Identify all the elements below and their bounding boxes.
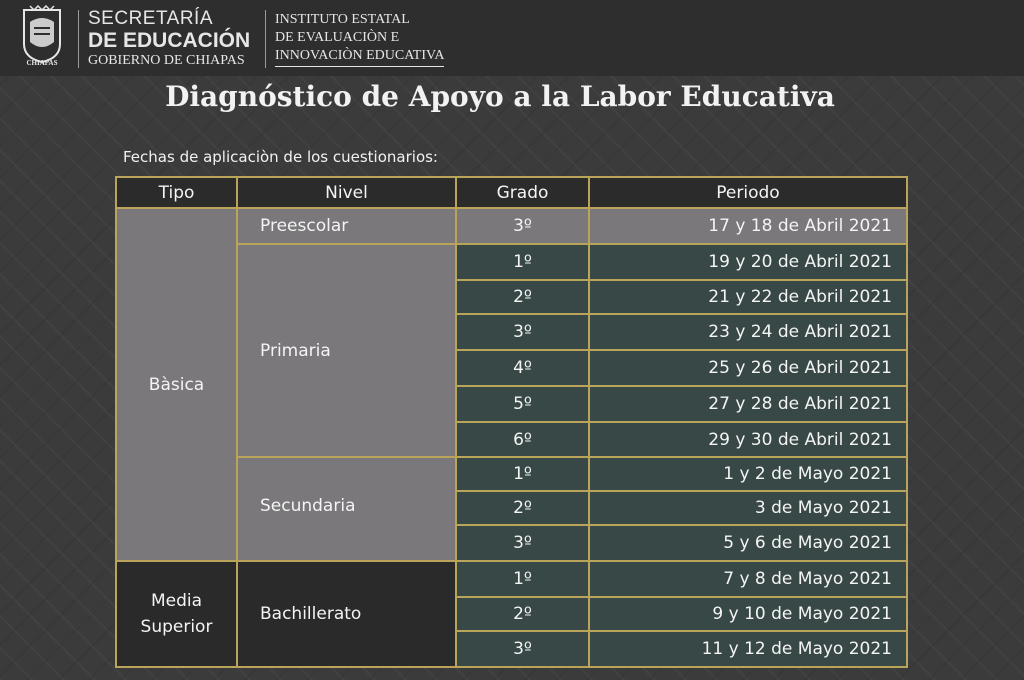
periodo-cell: 5 y 6 de Mayo 2021 bbox=[588, 524, 908, 562]
tipo-media-line1: Media bbox=[150, 591, 203, 611]
header-bar bbox=[0, 0, 1024, 76]
org1-line3: GOBIERNO DE CHIAPAS bbox=[88, 53, 245, 68]
periodo-cell: 7 y 8 de Mayo 2021 bbox=[588, 560, 908, 598]
page-subtitle: Fechas de aplicaciòn de los cuestionarios: bbox=[123, 148, 438, 166]
periodo-cell: 17 y 18 de Abril 2021 bbox=[588, 207, 908, 245]
instituto-wordmark bbox=[275, 11, 444, 67]
header-periodo: Periodo bbox=[588, 176, 908, 209]
periodo-cell: 27 y 28 de Abril 2021 bbox=[588, 385, 908, 423]
org2-line2: DE EVALUACIÒN E bbox=[275, 30, 400, 45]
chiapas-shield-logo bbox=[20, 4, 64, 70]
nivel-primaria bbox=[236, 243, 457, 458]
tipo-basica: Bàsica bbox=[115, 207, 238, 562]
header-grado: Grado bbox=[455, 176, 590, 209]
grado-cell: 1º bbox=[455, 243, 590, 281]
nivel-primaria-label: Primaria bbox=[260, 341, 331, 361]
grado-cell: 5º bbox=[455, 385, 590, 423]
grado-cell: 3º bbox=[455, 313, 590, 351]
periodo-cell: 11 y 12 de Mayo 2021 bbox=[588, 630, 908, 668]
tipo-media-line2: Superior bbox=[140, 617, 213, 637]
org2-line3: INNOVACIÒN EDUCATIVA bbox=[275, 47, 444, 67]
org1-line2: DE EDUCACIÓN bbox=[88, 29, 251, 52]
grado-cell: 2º bbox=[455, 490, 590, 526]
org1-line1: SECRETARÍA bbox=[88, 8, 214, 29]
grado-cell: 1º bbox=[455, 456, 590, 492]
org2-line1: INSTITUTO ESTATAL bbox=[275, 12, 410, 27]
periodo-cell: 29 y 30 de Abril 2021 bbox=[588, 421, 908, 458]
periodo-cell: 1 y 2 de Mayo 2021 bbox=[588, 456, 908, 492]
tipo-media-superior bbox=[115, 560, 238, 668]
grado-cell: 4º bbox=[455, 349, 590, 387]
logo-caption: CHIAPAS bbox=[26, 59, 58, 67]
header-divider bbox=[265, 10, 266, 68]
page-title: Diagnóstico de Apoyo a la Labor Educativa bbox=[165, 80, 835, 113]
periodo-cell: 19 y 20 de Abril 2021 bbox=[588, 243, 908, 281]
periodo-cell: 21 y 22 de Abril 2021 bbox=[588, 279, 908, 315]
grado-cell: 1º bbox=[455, 560, 590, 598]
periodo-cell: 9 y 10 de Mayo 2021 bbox=[588, 596, 908, 632]
grado-cell: 6º bbox=[455, 421, 590, 458]
periodo-cell: 3 de Mayo 2021 bbox=[588, 490, 908, 526]
nivel-secundaria-label: Secundaria bbox=[260, 496, 356, 516]
periodo-cell: 25 y 26 de Abril 2021 bbox=[588, 349, 908, 387]
header-divider bbox=[78, 10, 79, 68]
header-tipo: Tipo bbox=[115, 176, 238, 209]
grado-cell: 3º bbox=[455, 524, 590, 562]
nivel-secundaria bbox=[236, 456, 457, 562]
secretaria-wordmark bbox=[88, 8, 250, 69]
nivel-bachillerato: Bachillerato bbox=[236, 560, 457, 668]
grado-cell: 2º bbox=[455, 596, 590, 632]
nivel-preescolar: Preescolar bbox=[236, 207, 457, 245]
periodo-cell: 23 y 24 de Abril 2021 bbox=[588, 313, 908, 351]
header-nivel: Nivel bbox=[236, 176, 457, 209]
grado-cell: 3º bbox=[455, 207, 590, 245]
grado-cell: 2º bbox=[455, 279, 590, 315]
grado-cell: 3º bbox=[455, 630, 590, 668]
